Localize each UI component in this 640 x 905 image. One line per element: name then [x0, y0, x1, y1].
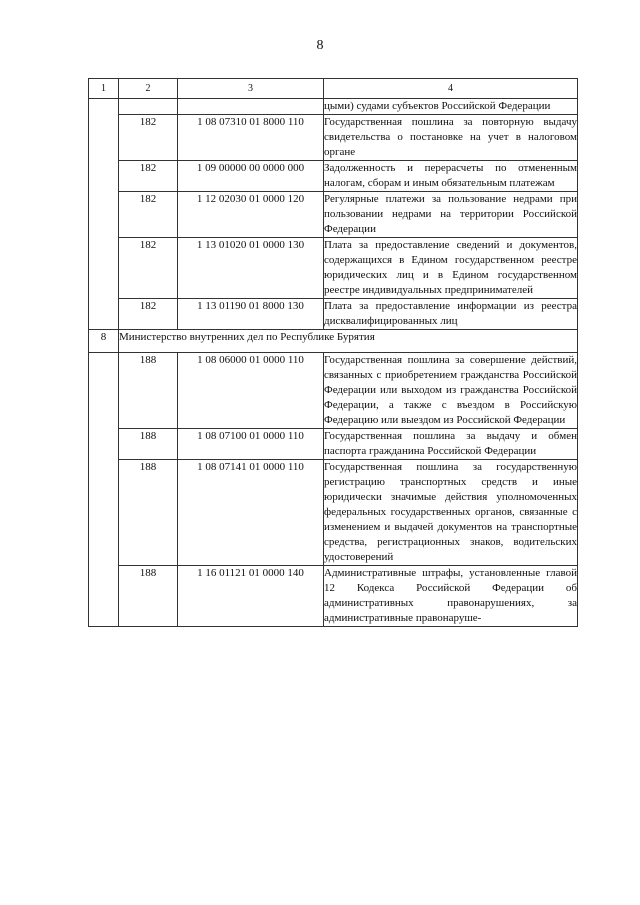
budget-code-cell: 1 13 01190 01 8000 130	[178, 299, 324, 330]
empty-cell	[89, 353, 119, 627]
admin-code-cell: 182	[119, 161, 178, 192]
budget-code-cell: 1 12 02030 01 0000 120	[178, 192, 324, 238]
column-header: 3	[178, 79, 324, 99]
table-row	[89, 429, 578, 460]
budget-code-cell: 1 08 07100 01 0000 110	[178, 429, 324, 460]
section-title: Министерство внутренних дел по Республике Бурятия	[119, 330, 578, 353]
table-row	[89, 238, 578, 299]
column-header: 2	[119, 79, 178, 99]
table-row	[89, 566, 578, 627]
admin-code-cell	[119, 99, 178, 115]
column-header: 1	[89, 79, 119, 99]
column-header: 4	[324, 79, 578, 99]
budget-code-cell: 1 09 00000 00 0000 000	[178, 161, 324, 192]
table-row	[89, 192, 578, 238]
budget-code-cell: 1 08 07141 01 0000 110	[178, 460, 324, 566]
table-row	[89, 99, 578, 115]
section-number: 8	[89, 330, 119, 353]
income-description-cell: Государственная пошлина за выдачу и обмен паспорта гражданина Российской Федерации	[324, 429, 578, 460]
table-row	[89, 299, 578, 330]
admin-code-cell: 188	[119, 460, 178, 566]
income-description-cell: Плата за предоставление информации из реестра дисквалифицированных лиц	[324, 299, 578, 330]
income-description-cell: Государственная пошлина за совершение действий, связанных с приобретением гражданства Российской Федерации или выходом из гражданства Российской Федерации, а также с въездом в Российскую Федерацию или выездом из Российской Федерации	[324, 353, 578, 429]
income-description-cell: цыми) судами субъектов Российской Федерации	[324, 99, 578, 115]
income-description-cell: Государственная пошлина за государственную регистрацию транспортных средств и иные юридически значимые действия уполномоченных федеральных государственных органов, связанные с изменением и выдачей документов на транспортные средства, регистрационных знаков, водительских удостоверений	[324, 460, 578, 566]
table-row	[89, 161, 578, 192]
income-description-cell: Административные штрафы, установленные главой 12 Кодекса Российской Федерации об административных правонарушениях, за административные правонаруше-	[324, 566, 578, 627]
income-description-cell: Регулярные платежи за пользование недрами при пользовании недрами на территории Российской Федерации	[324, 192, 578, 238]
column-number-header	[89, 79, 578, 99]
table-row	[89, 353, 578, 429]
income-description-cell: Задолженность и перерасчеты по отмененным налогам, сборам и иным обязательным платежам	[324, 161, 578, 192]
income-description-cell: Государственная пошлина за повторную выдачу свидетельства о постановке на учет в налоговом органе	[324, 115, 578, 161]
admin-code-cell: 188	[119, 429, 178, 460]
section-row	[89, 330, 578, 353]
budget-code-cell: 1 08 06000 01 0000 110	[178, 353, 324, 429]
admin-code-cell: 182	[119, 238, 178, 299]
admin-code-cell: 182	[119, 115, 178, 161]
page-number: 8	[316, 38, 324, 53]
admin-code-cell: 182	[119, 192, 178, 238]
admin-code-cell: 188	[119, 566, 178, 627]
budget-code-cell: 1 16 01121 01 0000 140	[178, 566, 324, 627]
empty-cell	[89, 99, 119, 330]
income-description-cell: Плата за предоставление сведений и документов, содержащихся в Едином государственном реестре юридических лиц и в Едином государственном реестре индивидуальных предпринимателей	[324, 238, 578, 299]
budget-code-cell	[178, 99, 324, 115]
table-row	[89, 115, 578, 161]
revenue-codes-table	[88, 78, 578, 627]
budget-code-cell: 1 08 07310 01 8000 110	[178, 115, 324, 161]
admin-code-cell: 182	[119, 299, 178, 330]
table-row	[89, 460, 578, 566]
budget-code-cell: 1 13 01020 01 0000 130	[178, 238, 324, 299]
admin-code-cell: 188	[119, 353, 178, 429]
